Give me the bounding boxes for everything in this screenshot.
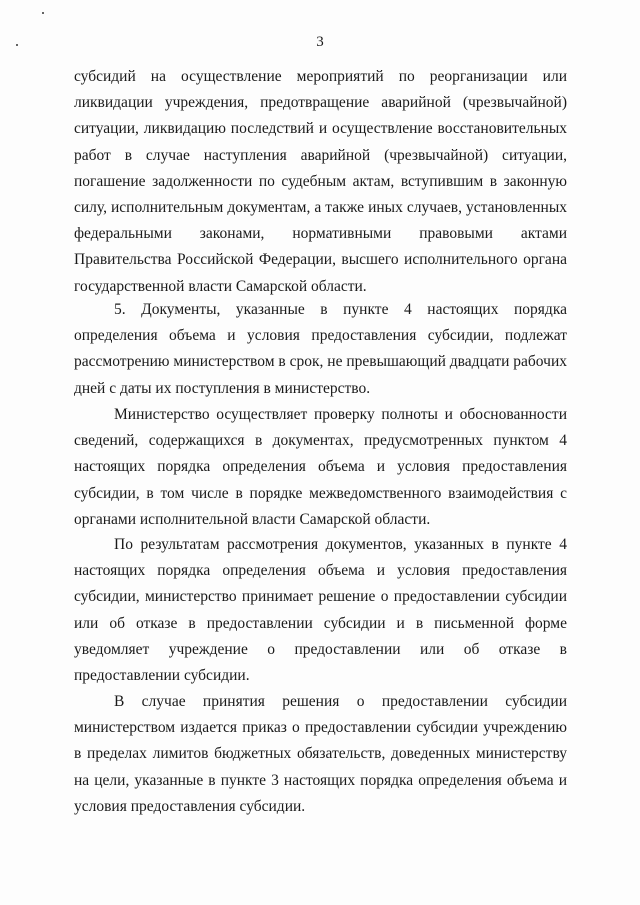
scan-speck	[42, 12, 44, 14]
paragraph-text: По результатам рассмотрения документов, указанных в пункте 4 настоящих порядка определения объема и условия предоставления субсидии, министерство принимает решение о предоставлении субсидии или об отказе в предоставлении субсидии и в письменной форме уведомляет учреждение о предоставлении или об отказе в предоставлении субсидии.	[74, 536, 567, 685]
paragraph-verification	[74, 402, 567, 533]
paragraph-item-5	[74, 297, 567, 402]
paragraph-text: субсидий на осуществление мероприятий по реорганизации или ликвидации учреждения, предотвращение аварийной (чрезвычайной) ситуации, ликвидацию последствий и осуществление восстановительных работ в случае наступления аварийной (чрезвычайной) ситуации, погашение задолженности по судебным актам, вступившим в законную силу, исполнительным документам, а также иных случаев, установленных федеральными законами, нормативными правовыми актами Правительства Российской Федерации, высшего исполнительного органа государственной власти Самарской области.	[74, 68, 567, 295]
paragraph-order	[74, 689, 567, 820]
paragraph-text: Министерство осуществляет проверку полноты и обоснованности сведений, содержащихся в документах, предусмотренных пунктом 4 настоящих порядка определения объема и условия предоставления субсидии, в том числе в порядке межведомственного взаимодействия с органами исполнительной власти Самарской области.	[74, 406, 567, 528]
paragraph-text: В случае принятия решения о предоставлении субсидии министерством издается приказ о предоставлении субсидии учреждению в пределах лимитов бюджетных обязательств, доведенных министерству на цели, указанные в пункте 3 настоящих порядка определения объема и условия предоставления субсидии.	[74, 693, 567, 815]
paragraph-text: 5. Документы, указанные в пункте 4 настоящих порядка определения объема и условия предоставления субсидии, подлежат рассмотрению министерством в срок, не превышающий двадцати рабочих дней с даты их поступления в министерство.	[74, 301, 567, 397]
paragraph-continuation	[74, 64, 567, 300]
paragraph-decision	[74, 532, 567, 689]
page-number: 3	[316, 34, 324, 50]
